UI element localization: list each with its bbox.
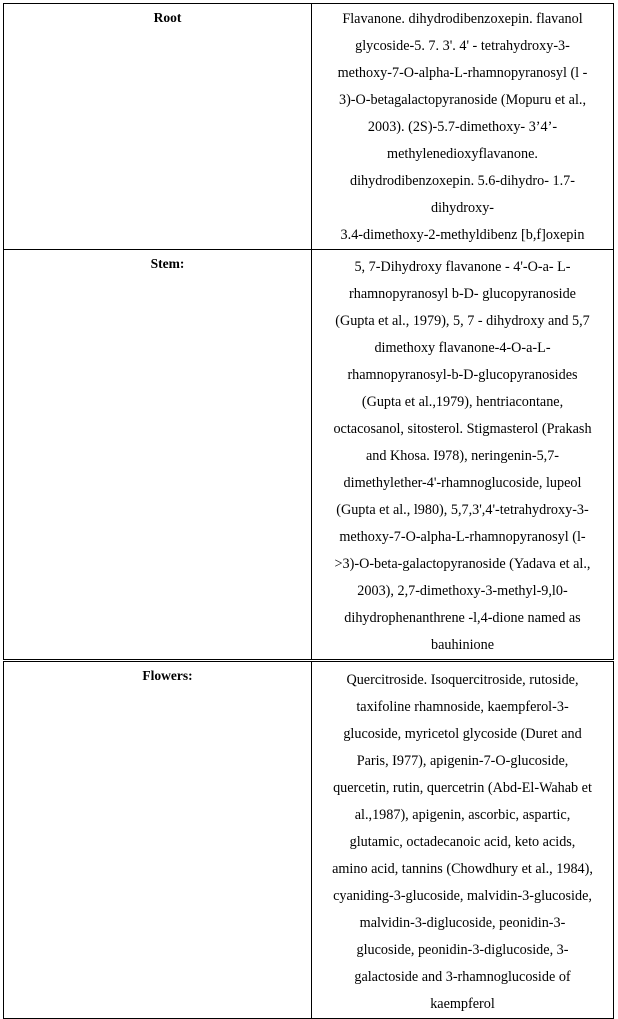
text-line: 5, 7-Dihydroxy flavanone - 4'-O-a- L- — [354, 259, 571, 275]
text-line: malvidin-3-diglucoside, peonidin-3- — [359, 915, 566, 931]
constituents-text — [312, 250, 613, 659]
text-line: dimethylether-4'-rhamnoglucoside, lupeol — [343, 475, 582, 491]
text-line: Paris, I977), apigenin-7-O-glucoside, — [356, 753, 569, 769]
text-line: methoxy-7-O-alpha-L-rhamnopyranosyl (l- — [339, 529, 586, 545]
plant-part-cell — [4, 250, 312, 661]
constituents-cell — [312, 4, 614, 250]
table-row-root — [4, 4, 614, 250]
text-line: dihydroxy- — [430, 200, 495, 216]
constituents-cell — [312, 250, 614, 661]
text-line: glycoside-5. 7. 3'. 4' - tetrahydroxy-3- — [355, 38, 570, 54]
constituents-text — [312, 662, 613, 1018]
constituents-table — [3, 3, 614, 1019]
text-line: rhamnopyranosyl b-D- glucopyranoside — [349, 286, 576, 302]
text-line: amino acid, tannins (Chowdhury et al., 1984), — [332, 861, 593, 877]
constituents-text — [312, 4, 613, 249]
text-line: glucoside, peonidin-3-diglucoside, 3- — [356, 942, 569, 958]
text-line: >3)-O-beta-galactopyranoside (Yadava et al., — [334, 556, 591, 572]
table-row-stem — [4, 250, 614, 661]
text-line: Quercitroside. Isoquercitroside, rutoside, — [346, 672, 579, 688]
text-line: methylenedioxyflavanone. — [387, 146, 538, 162]
text-line: octacosanol, sitosterol. Stigmasterol (Prakash — [333, 421, 592, 437]
text-line: methoxy-7-O-alpha-L-rhamnopyranosyl (l - — [337, 65, 588, 81]
text-line: dihydrophenanthrene -l,4-dione named as — [344, 610, 581, 626]
plant-part-label: Root — [153, 10, 182, 25]
text-line: dimethoxy flavanone-4-O-a-L- — [374, 340, 551, 356]
text-line: 2003). (2S)-5.7-dimethoxy- 3’4’- — [367, 119, 558, 135]
text-line: (Gupta et al., l980), 5,7,3',4'-tetrahydroxy-3- — [336, 502, 589, 518]
text-line: taxifoline rhamnoside, kaempferol-3- — [356, 699, 569, 715]
text-line: (Gupta et al.,1979), hentriacontane, — [361, 394, 564, 410]
table-row-flowers — [4, 661, 614, 1019]
text-line: and Khosa. I978), neringenin-5,7- — [365, 448, 560, 464]
plant-part-label: Stem: — [150, 256, 185, 271]
text-line: dihydrodibenzoxepin. 5.6-dihydro- 1.7- — [350, 173, 575, 189]
text-line: kaempferol — [430, 996, 495, 1012]
plant-part-cell — [4, 4, 312, 250]
text-line: glutamic, octadecanoic acid, keto acids, — [349, 834, 576, 850]
text-line: (Gupta et al., 1979), 5, 7 - dihydroxy and 5,7 — [335, 313, 590, 329]
text-line: 2003), 2,7-dimethoxy-3-methyl-9,l0- — [357, 583, 568, 599]
text-line: quercetin, rutin, quercetrin (Abd-El-Wahab et — [333, 780, 592, 796]
constituents-cell — [312, 661, 614, 1019]
text-line: galactoside and 3-rhamnoglucoside of — [354, 969, 571, 985]
text-line: glucoside, myricetol glycoside (Duret and — [343, 726, 582, 742]
text-line: 3.4-dimethoxy-2-methyldibenz [b,f]oxepin — [340, 227, 585, 243]
plant-part-label: Flowers: — [142, 668, 193, 683]
text-line: al.,1987), apigenin, ascorbic, aspartic, — [354, 807, 571, 823]
plant-part-cell — [4, 661, 312, 1019]
text-line: 3)-O-betagalactopyranoside (Mopuru et al., — [338, 92, 586, 108]
text-line: cyaniding-3-glucoside, malvidin-3-glucoside, — [333, 888, 592, 904]
text-line: bauhinione — [430, 637, 495, 653]
text-line: rhamnopyranosyl-b-D-glucopyranosides — [347, 367, 578, 383]
text-line: Flavanone. dihydrodibenzoxepin. flavanol — [342, 11, 583, 27]
